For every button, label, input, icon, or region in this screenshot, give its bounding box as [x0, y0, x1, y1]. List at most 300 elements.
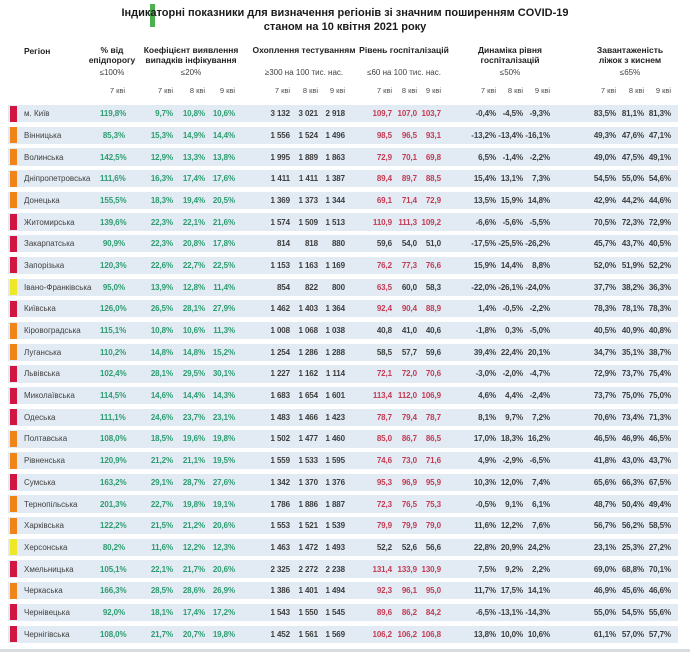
oxygen-beds-occupancy-value: 68,8% — [621, 564, 644, 574]
testing-coverage-value: 1 863 — [325, 152, 345, 162]
testing-coverage-value: 1 153 — [270, 260, 290, 270]
date-header: 8 кві — [628, 86, 644, 95]
hospitalization-level-value: 89,4 — [376, 174, 392, 184]
oxygen-beds-occupancy-value: 57,7% — [648, 629, 671, 639]
region-name: Одеська — [24, 412, 56, 422]
epidemic-threshold-value: 102,4% — [100, 369, 127, 379]
table-row — [8, 495, 678, 512]
hospitalization-dynamics-value: 20,9% — [500, 542, 523, 552]
detection-coef-value: 20,5% — [212, 195, 235, 205]
date-header: 9 кві — [534, 86, 550, 95]
title-line-2: станом на 10 квітня 2021 року — [263, 21, 427, 33]
hospitalization-level-value: 88,5 — [425, 174, 441, 184]
testing-coverage-value: 1 008 — [270, 326, 290, 336]
hospitalization-dynamics-value: 10,0% — [500, 629, 523, 639]
table-row — [8, 474, 678, 491]
region-name: Житомирська — [24, 217, 75, 227]
oxygen-beds-occupancy-value: 65,6% — [593, 477, 616, 487]
date-header: 9 кві — [655, 86, 671, 95]
threshold-epidemic: ≤100% — [99, 68, 125, 77]
alert-level-marker-orange — [10, 127, 17, 143]
hospitalization-dynamics-value: 2,2% — [532, 564, 550, 574]
oxygen-beds-occupancy-value: 73,7% — [621, 369, 644, 379]
detection-coef-value: 18,3% — [150, 195, 173, 205]
hospitalization-dynamics-value: 39,4% — [473, 347, 496, 357]
epidemic-threshold-value: 155,5% — [100, 195, 127, 205]
oxygen-beds-occupancy-value: 72,9% — [648, 217, 671, 227]
epidemic-threshold-value: 115,1% — [100, 326, 127, 336]
testing-coverage-value: 1 569 — [325, 629, 345, 639]
testing-coverage-value: 1 886 — [298, 499, 318, 509]
testing-coverage-value: 1 654 — [298, 391, 318, 401]
table-row — [8, 409, 678, 426]
region-name: Волинська — [24, 152, 64, 162]
oxygen-beds-occupancy-value: 23,1% — [593, 542, 616, 552]
epidemic-threshold-value: 163,2% — [100, 477, 127, 487]
alert-level-marker-orange — [10, 453, 17, 469]
date-header: 9 кві — [219, 86, 235, 95]
detection-coef-value: 16,3% — [150, 174, 173, 184]
hospitalization-dynamics-value: -25,5% — [498, 239, 523, 249]
detection-coef-value: 19,5% — [212, 456, 235, 466]
oxygen-beds-occupancy-value: 75,4% — [648, 369, 671, 379]
oxygen-beds-occupancy-value: 45,6% — [621, 586, 644, 596]
oxygen-beds-occupancy-value: 47,5% — [621, 152, 644, 162]
alert-level-marker-yellow — [10, 539, 17, 555]
oxygen-beds-occupancy-value: 70,1% — [648, 564, 671, 574]
table-row — [8, 322, 678, 339]
epidemic-threshold-value: 139,6% — [100, 217, 127, 227]
detection-coef-value: 14,3% — [212, 391, 235, 401]
hospitalization-level-value: 85,0 — [376, 434, 392, 444]
testing-coverage-value: 1 521 — [298, 521, 318, 531]
hospitalization-dynamics-value: 20,1% — [527, 347, 550, 357]
hospitalization-level-value: 130,9 — [421, 564, 441, 574]
hospitalization-level-value: 92,4 — [376, 304, 392, 314]
testing-coverage-value: 1 509 — [298, 217, 318, 227]
testing-coverage-value: 1 254 — [270, 347, 290, 357]
hospitalization-level-value: 57,7 — [401, 347, 417, 357]
hospitalization-level-value: 106,2 — [397, 629, 417, 639]
epidemic-threshold-value: 95,0% — [102, 282, 125, 292]
testing-coverage-value: 1 889 — [298, 152, 318, 162]
detection-coef-value: 15,2% — [212, 347, 235, 357]
detection-coef-value: 22,7% — [182, 260, 205, 270]
epidemic-threshold-value: 105,1% — [100, 564, 127, 574]
testing-coverage-value: 1 561 — [298, 629, 318, 639]
detection-coef-value: 12,3% — [212, 542, 235, 552]
oxygen-beds-occupancy-value: 40,8% — [648, 326, 671, 336]
region-name: Херсонська — [24, 542, 68, 552]
testing-coverage-value: 1 462 — [270, 304, 290, 314]
testing-coverage-value: 1 493 — [325, 542, 345, 552]
detection-coef-value: 29,5% — [182, 369, 205, 379]
oxygen-beds-occupancy-value: 42,9% — [593, 195, 616, 205]
hospitalization-level-value: 72,1 — [376, 369, 392, 379]
hospitalization-level-value: 103,7 — [421, 109, 441, 119]
oxygen-beds-occupancy-value: 48,7% — [593, 499, 616, 509]
testing-coverage-value: 1 683 — [270, 391, 290, 401]
oxygen-beds-occupancy-value: 78,3% — [593, 304, 616, 314]
detection-coef-value: 11,6% — [151, 542, 173, 552]
testing-coverage-value: 1 387 — [325, 174, 345, 184]
hospitalization-dynamics-value: 7,3% — [532, 174, 550, 184]
hospitalization-level-value: 69,8 — [425, 152, 441, 162]
oxygen-beds-occupancy-value: 66,3% — [621, 477, 644, 487]
table-row — [8, 604, 678, 621]
hospitalization-level-value: 51,0 — [425, 239, 441, 249]
hospitalization-level-value: 52,2 — [376, 542, 392, 552]
alert-level-marker-red — [10, 257, 17, 273]
detection-coef-value: 14,4% — [182, 391, 205, 401]
testing-coverage-value: 1 169 — [325, 260, 345, 270]
hospitalization-level-value: 59,6 — [376, 239, 392, 249]
date-header: 8 кві — [401, 86, 417, 95]
hospitalization-dynamics-value: 15,9% — [500, 195, 523, 205]
oxygen-beds-occupancy-value: 75,0% — [621, 391, 644, 401]
alert-level-marker-orange — [10, 149, 17, 165]
hospitalization-dynamics-value: -26,1% — [498, 282, 523, 292]
hospitalization-level-value: 79,4 — [401, 412, 417, 422]
testing-coverage-value: 1 496 — [325, 130, 345, 140]
oxygen-beds-occupancy-value: 46,6% — [648, 586, 671, 596]
oxygen-beds-occupancy-value: 49,3% — [593, 130, 616, 140]
hospitalization-level-value: 96,1 — [401, 586, 417, 596]
testing-coverage-value: 1 068 — [298, 326, 318, 336]
hospitalization-level-value: 131,4 — [372, 564, 392, 574]
hospitalization-level-value: 133,9 — [397, 564, 417, 574]
column-header-hospitalization-level: Рівень госпіталізацій — [359, 45, 449, 55]
oxygen-beds-occupancy-value: 55,0% — [593, 607, 616, 617]
table-row — [8, 257, 678, 274]
testing-coverage-value: 1 373 — [298, 195, 318, 205]
hospitalization-dynamics-value: -5,5% — [529, 217, 550, 227]
oxygen-beds-occupancy-value: 58,5% — [648, 521, 671, 531]
hospitalization-level-value: 40,6 — [425, 326, 441, 336]
testing-coverage-value: 1 369 — [270, 195, 290, 205]
hospitalization-level-value: 58,3 — [425, 282, 441, 292]
testing-coverage-value: 1 502 — [270, 434, 290, 444]
detection-coef-value: 21,2% — [182, 521, 205, 531]
hospitalization-dynamics-value: -0,4% — [475, 109, 496, 119]
oxygen-beds-occupancy-value: 40,5% — [593, 326, 616, 336]
table-row — [8, 213, 678, 230]
detection-coef-value: 21,7% — [182, 564, 205, 574]
detection-coef-value: 21,1% — [182, 456, 205, 466]
detection-coef-value: 12,8% — [182, 282, 205, 292]
detection-coef-value: 29,1% — [150, 477, 173, 487]
epidemic-threshold-value: 85,3% — [102, 130, 125, 140]
region-name: Полтавська — [24, 434, 68, 444]
oxygen-beds-occupancy-value: 75,0% — [648, 391, 671, 401]
oxygen-beds-occupancy-value: 40,5% — [648, 239, 671, 249]
testing-coverage-value: 1 163 — [298, 260, 318, 270]
hospitalization-level-value: 59,6 — [425, 347, 441, 357]
hospitalization-dynamics-value: -4,7% — [529, 369, 550, 379]
oxygen-beds-occupancy-value: 81,3% — [648, 109, 671, 119]
hospitalization-level-value: 74,6 — [376, 456, 392, 466]
column-header-detection-coef: Коефіцієнт виявлення випадків інфікування — [143, 45, 239, 65]
region-name: Сумська — [24, 477, 56, 487]
hospitalization-level-value: 78,7 — [376, 412, 392, 422]
hospitalization-dynamics-value: 12,2% — [500, 521, 523, 531]
testing-coverage-value: 3 132 — [270, 109, 290, 119]
threshold-hospitalization-level: ≤60 на 100 тис. нас. — [367, 68, 441, 77]
testing-coverage-value: 1 545 — [325, 607, 345, 617]
alert-level-marker-red — [10, 388, 17, 404]
testing-coverage-value: 1 466 — [298, 412, 318, 422]
detection-coef-value: 28,6% — [182, 586, 205, 596]
hospitalization-level-value: 89,7 — [401, 174, 417, 184]
detection-coef-value: 20,8% — [182, 239, 205, 249]
page-title — [0, 6, 690, 34]
hospitalization-level-value: 76,6 — [425, 260, 441, 270]
hospitalization-level-value: 90,4 — [401, 304, 417, 314]
testing-coverage-value: 1 472 — [298, 542, 318, 552]
region-name: Тернопільська — [24, 499, 78, 509]
detection-coef-value: 20,7% — [182, 629, 205, 639]
oxygen-beds-occupancy-value: 46,9% — [593, 586, 616, 596]
oxygen-beds-occupancy-value: 78,3% — [648, 304, 671, 314]
testing-coverage-value: 1 786 — [270, 499, 290, 509]
date-header: 8 кві — [302, 86, 318, 95]
detection-coef-value: 12,9% — [150, 152, 173, 162]
hospitalization-dynamics-value: -2,0% — [502, 369, 523, 379]
hospitalization-level-value: 72,9 — [425, 195, 441, 205]
hospitalization-dynamics-value: -2,2% — [529, 152, 550, 162]
detection-coef-value: 19,1% — [212, 499, 235, 509]
testing-coverage-value: 3 021 — [298, 109, 318, 119]
detection-coef-value: 10,8% — [150, 326, 173, 336]
hospitalization-dynamics-value: -5,6% — [502, 217, 523, 227]
hospitalization-dynamics-value: 13,8% — [473, 629, 496, 639]
table-row — [8, 365, 678, 382]
alert-level-marker-red — [10, 604, 17, 620]
hospitalization-level-value: 107,0 — [397, 109, 417, 119]
epidemic-threshold-value: 120,9% — [100, 456, 127, 466]
testing-coverage-value: 1 556 — [270, 130, 290, 140]
hospitalization-dynamics-value: -1,4% — [502, 152, 523, 162]
testing-coverage-value: 1 411 — [270, 174, 290, 184]
hospitalization-dynamics-value: 7,2% — [532, 412, 550, 422]
detection-coef-value: 19,6% — [182, 434, 205, 444]
detection-coef-value: 13,8% — [212, 152, 235, 162]
hospitalization-dynamics-value: -24,0% — [525, 282, 550, 292]
oxygen-beds-occupancy-value: 73,4% — [621, 412, 644, 422]
hospitalization-level-value: 106,9 — [421, 391, 441, 401]
oxygen-beds-occupancy-value: 72,3% — [621, 217, 644, 227]
hospitalization-dynamics-value: 17,0% — [473, 434, 496, 444]
oxygen-beds-occupancy-value: 56,2% — [621, 521, 644, 531]
hospitalization-dynamics-value: 22,4% — [500, 347, 523, 357]
oxygen-beds-occupancy-value: 52,2% — [648, 260, 671, 270]
alert-level-marker-orange — [10, 171, 17, 187]
detection-coef-value: 28,1% — [182, 304, 205, 314]
oxygen-beds-occupancy-value: 49,1% — [648, 152, 671, 162]
epidemic-threshold-value: 114,5% — [100, 391, 127, 401]
region-name: м. Київ — [24, 109, 50, 119]
hospitalization-dynamics-value: 8,8% — [532, 260, 550, 270]
table-row — [8, 539, 678, 556]
detection-coef-value: 17,6% — [212, 174, 235, 184]
column-header-testing-coverage: Охоплення тестуванням — [252, 45, 356, 55]
detection-coef-value: 22,3% — [150, 217, 173, 227]
epidemic-threshold-value: 119,8% — [100, 109, 127, 119]
hospitalization-dynamics-value: -6,5% — [529, 456, 550, 466]
oxygen-beds-occupancy-value: 43,7% — [648, 456, 671, 466]
alert-level-marker-orange — [10, 431, 17, 447]
detection-coef-value: 9,7% — [155, 109, 173, 119]
testing-coverage-value: 1 513 — [325, 217, 345, 227]
epidemic-threshold-value: 80,2% — [102, 542, 125, 552]
hospitalization-dynamics-value: 14,4% — [500, 260, 523, 270]
detection-coef-value: 20,6% — [212, 564, 235, 574]
hospitalization-level-value: 69,1 — [376, 195, 392, 205]
detection-coef-value: 23,1% — [212, 412, 235, 422]
hospitalization-dynamics-value: 6,5% — [478, 152, 496, 162]
hospitalization-level-value: 73,0 — [401, 456, 417, 466]
hospitalization-level-value: 92,3 — [376, 586, 392, 596]
dates-row — [8, 86, 678, 95]
oxygen-beds-occupancy-value: 46,5% — [593, 434, 616, 444]
oxygen-beds-occupancy-value: 61,1% — [593, 629, 616, 639]
oxygen-beds-occupancy-value: 47,6% — [621, 130, 644, 140]
detection-coef-value: 21,7% — [150, 629, 173, 639]
oxygen-beds-occupancy-value: 73,7% — [593, 391, 616, 401]
detection-coef-value: 21,6% — [212, 217, 235, 227]
hospitalization-level-value: 72,3 — [376, 499, 392, 509]
testing-coverage-value: 1 533 — [298, 456, 318, 466]
detection-coef-value: 24,6% — [150, 412, 173, 422]
oxygen-beds-occupancy-value: 43,0% — [621, 456, 644, 466]
oxygen-beds-occupancy-value: 49,4% — [648, 499, 671, 509]
hospitalization-level-value: 56,6 — [425, 542, 441, 552]
testing-coverage-value: 1 595 — [325, 456, 345, 466]
oxygen-beds-occupancy-value: 43,7% — [621, 239, 644, 249]
hospitalization-level-value: 86,5 — [425, 434, 441, 444]
date-header: 7 кві — [274, 86, 290, 95]
testing-coverage-value: 2 272 — [298, 564, 318, 574]
hospitalization-dynamics-value: -4,5% — [502, 109, 523, 119]
testing-coverage-value: 1 543 — [270, 607, 290, 617]
oxygen-beds-occupancy-value: 52,0% — [593, 260, 616, 270]
epidemic-threshold-value: 120,3% — [100, 260, 127, 270]
detection-coef-value: 12,2% — [182, 542, 205, 552]
oxygen-beds-occupancy-value: 70,6% — [593, 412, 616, 422]
hospitalization-dynamics-value: 4,4% — [505, 391, 523, 401]
epidemic-threshold-value: 142,5% — [100, 152, 127, 162]
detection-coef-value: 11,4% — [213, 282, 235, 292]
hospitalization-level-value: 72,9 — [376, 152, 392, 162]
oxygen-beds-occupancy-value: 71,3% — [648, 412, 671, 422]
detection-coef-value: 19,4% — [182, 195, 205, 205]
hospitalization-dynamics-value: 17,5% — [500, 586, 523, 596]
alert-level-marker-red — [10, 626, 17, 642]
title-line-1: Індикаторні показники для визначення регіонів зі значним поширенням COVID-19 — [121, 7, 569, 19]
alert-level-marker-red — [10, 409, 17, 425]
detection-coef-value: 28,7% — [182, 477, 205, 487]
hospitalization-dynamics-value: -6,6% — [475, 217, 496, 227]
hospitalization-dynamics-value: 24,2% — [527, 542, 550, 552]
oxygen-beds-occupancy-value: 54,5% — [593, 174, 616, 184]
hospitalization-level-value: 112,0 — [397, 391, 417, 401]
hospitalization-level-value: 76,2 — [376, 260, 392, 270]
table-row — [8, 582, 678, 599]
testing-coverage-value: 1 038 — [325, 326, 345, 336]
hospitalization-level-value: 106,8 — [421, 629, 441, 639]
detection-coef-value: 17,8% — [212, 239, 235, 249]
hospitalization-level-value: 109,7 — [372, 109, 392, 119]
hospitalization-level-value: 106,2 — [372, 629, 392, 639]
testing-coverage-value: 1 288 — [325, 347, 345, 357]
region-name: Черкаська — [24, 586, 63, 596]
alert-level-marker-red — [10, 236, 17, 252]
region-name: Миколаївська — [24, 391, 75, 401]
hospitalization-dynamics-value: 11,6% — [474, 521, 496, 531]
hospitalization-level-value: 76,5 — [401, 499, 417, 509]
hospitalization-dynamics-value: -13,4% — [498, 130, 523, 140]
hospitalization-level-value: 79,9 — [401, 521, 417, 531]
alert-level-marker-red — [10, 366, 17, 382]
hospitalization-dynamics-value: 6,1% — [532, 499, 550, 509]
testing-coverage-value: 1 403 — [298, 304, 318, 314]
table-body — [0, 105, 690, 647]
hospitalization-dynamics-value: -0,5% — [502, 304, 523, 314]
detection-coef-value: 28,1% — [150, 369, 173, 379]
oxygen-beds-occupancy-value: 54,6% — [648, 174, 671, 184]
hospitalization-dynamics-value: -13,1% — [498, 607, 523, 617]
detection-coef-value: 10,6% — [212, 109, 235, 119]
oxygen-beds-occupancy-value: 46,5% — [648, 434, 671, 444]
epidemic-threshold-value: 126,0% — [100, 304, 127, 314]
date-header: 7 кві — [157, 86, 173, 95]
testing-coverage-value: 1 574 — [270, 217, 290, 227]
oxygen-beds-occupancy-value: 70,5% — [593, 217, 616, 227]
oxygen-beds-occupancy-value: 38,7% — [648, 347, 671, 357]
detection-coef-value: 17,2% — [212, 607, 235, 617]
hospitalization-level-value: 79,9 — [376, 521, 392, 531]
hospitalization-level-value: 86,7 — [401, 434, 417, 444]
hospitalization-level-value: 93,1 — [425, 130, 441, 140]
hospitalization-dynamics-value: -3,0% — [475, 369, 496, 379]
date-header: 8 кві — [189, 86, 205, 95]
oxygen-beds-occupancy-value: 55,0% — [621, 174, 644, 184]
alert-level-marker-orange — [10, 583, 17, 599]
detection-coef-value: 11,3% — [213, 326, 235, 336]
testing-coverage-value: 1 601 — [325, 391, 345, 401]
testing-coverage-value: 1 463 — [270, 542, 290, 552]
hospitalization-level-value: 70,6 — [425, 369, 441, 379]
hospitalization-level-value: 60,0 — [401, 282, 417, 292]
testing-coverage-value: 1 460 — [325, 434, 345, 444]
detection-coef-value: 26,9% — [212, 586, 235, 596]
hospitalization-level-value: 71,6 — [425, 456, 441, 466]
testing-coverage-value: 880 — [331, 239, 345, 249]
region-name: Запорізька — [24, 260, 65, 270]
testing-coverage-value: 1 494 — [325, 586, 345, 596]
hospitalization-dynamics-value: 4,9% — [478, 456, 496, 466]
hospitalization-level-value: 96,9 — [401, 477, 417, 487]
region-name: Дніпропетровська — [24, 174, 91, 184]
hospitalization-dynamics-value: -1,8% — [475, 326, 496, 336]
testing-coverage-value: 1 286 — [298, 347, 318, 357]
date-header: 7 кві — [480, 86, 496, 95]
hospitalization-level-value: 41,0 — [401, 326, 417, 336]
detection-coef-value: 26,5% — [150, 304, 173, 314]
oxygen-beds-occupancy-value: 44,2% — [621, 195, 644, 205]
hospitalization-dynamics-value: -26,2% — [525, 239, 550, 249]
hospitalization-level-value: 70,1 — [401, 152, 417, 162]
